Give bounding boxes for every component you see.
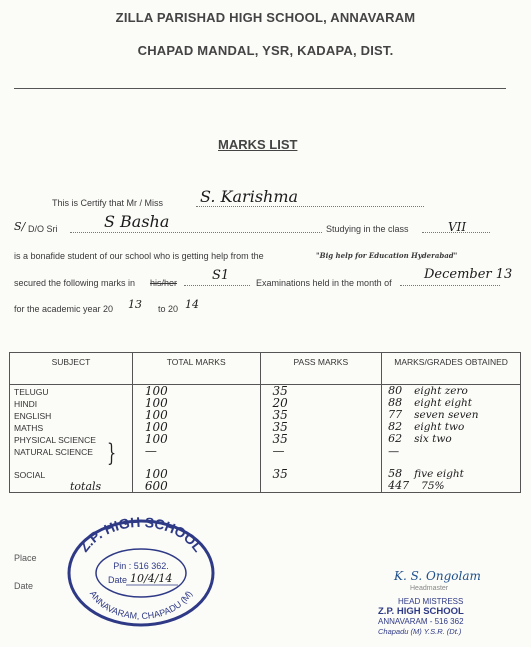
his-her-text: his/her [150,278,178,288]
cert-line2-text: D/O Sri [28,224,58,234]
obtained-number: — [388,444,400,458]
subject-cell: NATURAL SCIENCE [10,445,133,457]
date-label: Date [14,581,34,591]
stamp-seal-icon [66,515,216,627]
pass-cell: 35 [260,468,382,480]
totals-label: totals [10,480,133,493]
col-total-marks: TOTAL MARKS [132,353,260,385]
cert-line4-text: secured the following marks in [14,278,136,288]
obtained-words: eight two [414,421,465,433]
head-title: HEAD MISTRESS [398,597,464,606]
parent-name-line [70,232,322,233]
table-row [10,385,521,398]
month-line [400,285,500,286]
total-cell: 100 [132,421,260,433]
totals-total: 600 [132,480,260,493]
obtained-number: 82 [388,420,403,433]
cert-line5-mid: to 20 [158,304,179,314]
table-row [10,457,521,469]
school-stamp [66,515,216,627]
document-title: MARKS LIST [218,137,298,152]
table-row [10,468,521,480]
totals-row [10,480,521,493]
studying-text: Studying in the class [326,224,409,234]
obtained-cell [382,445,521,457]
class-value: VII [448,220,467,234]
col-pass-marks: PASS MARKS [260,353,382,385]
head-school: Z.P. HIGH SCHOOL [378,606,464,617]
obtained-cell [382,421,521,433]
total-cell: 100 [132,409,260,421]
obtained-number: 80 [388,384,403,397]
obtained-number: 62 [388,432,403,445]
place-label: Place [14,553,37,563]
table-header-row [10,353,521,385]
subject-cell: HINDI [10,397,133,409]
totals-pass [260,480,382,493]
obtained-number: 58 [388,467,403,481]
stamp-top-text: Z.P. HIGH SCHOOL [75,515,207,555]
obtained-words: six two [414,433,452,445]
stamp-date-label: Date [108,575,128,585]
student-name-line [196,206,424,207]
year-from: 13 [128,298,142,311]
head-address-2: Chapadu (M) Y.S.R. (Dt.) [378,627,462,636]
cert-line3-text: is a bonafide student of our school who is getting help from the [14,251,264,261]
pass-cell: 35 [260,385,382,398]
table-row [10,445,521,457]
subject-cell: MATHS [10,421,133,433]
header-divider [14,88,506,89]
total-cell: 100 [132,468,260,480]
pass-cell: — [260,445,382,457]
table-row [10,397,521,409]
stamp-pin: Pin : 516 362. [113,561,169,571]
obtained-words: five eight [414,468,464,481]
obtained-words: 75% [421,480,445,493]
obtained-cell [382,397,521,409]
stamp-bottom-text: ANNAVARAM, CHAPADU (M) [87,588,195,622]
total-cell: 100 [132,397,260,409]
school-name: ZILLA PARISHAD HIGH SCHOOL, ANNAVARAM [115,10,416,25]
stamp-date-value: 10/4/14 [130,572,173,585]
exam-value: S1 [212,268,230,283]
cert-line4-mid: Examinations held in the month of [256,278,392,288]
parent-name: S Basha [104,212,170,231]
table-row [10,433,521,445]
cert-line1-text: This is Certify that Mr / Miss [52,198,164,208]
subject-cell: SOCIAL [10,468,133,480]
total-cell: 100 [132,433,260,445]
exam-line [184,285,250,286]
table-row [10,421,521,433]
total-cell: 100 [132,385,260,398]
head-signature: K. S. Ongolam [394,569,481,583]
marks-table [9,352,521,493]
cert-line5-text: for the academic year 20 [14,304,114,314]
obtained-words: eight zero [414,385,468,397]
col-subject: SUBJECT [10,353,133,385]
head-address-1: ANNAVARAM - 516 362 [378,617,464,626]
obtained-words: eight eight [414,397,473,409]
science-brace-icon: } [107,439,117,467]
year-to: 14 [185,298,199,311]
obtained-number: 447 [388,479,410,493]
pass-cell: 20 [260,397,382,409]
obtained-number: 88 [388,396,403,409]
obtained-number: 77 [388,408,403,421]
class-line [422,232,490,233]
month-value: December 13 [424,267,513,282]
subject-cell: TELUGU [10,385,133,398]
headmaster-label: Headmaster [410,585,449,592]
student-name: S. Karishma [200,187,299,206]
pass-cell: 35 [260,409,382,421]
school-address: CHAPAD MANDAL, YSR, KADAPA, DIST. [137,43,394,58]
subject-cell: PHYSICAL SCIENCE [10,433,133,445]
obtained-cell [382,385,521,398]
col-obtained: MARKS/GRADES OBTAINED [382,353,521,385]
pass-cell: 35 [260,433,382,445]
pass-cell: 35 [260,421,382,433]
son-of-mark: S/ [14,220,26,233]
obtained-cell [382,409,521,421]
total-cell: — [132,445,260,457]
obtained-cell [382,433,521,445]
organisation-name: "Big help for Education Hyderabad" [316,251,458,260]
subject-cell: ENGLISH [10,409,133,421]
totals-obtained [382,480,521,493]
table-row [10,409,521,421]
obtained-words: seven seven [414,409,479,421]
obtained-cell [382,457,521,469]
